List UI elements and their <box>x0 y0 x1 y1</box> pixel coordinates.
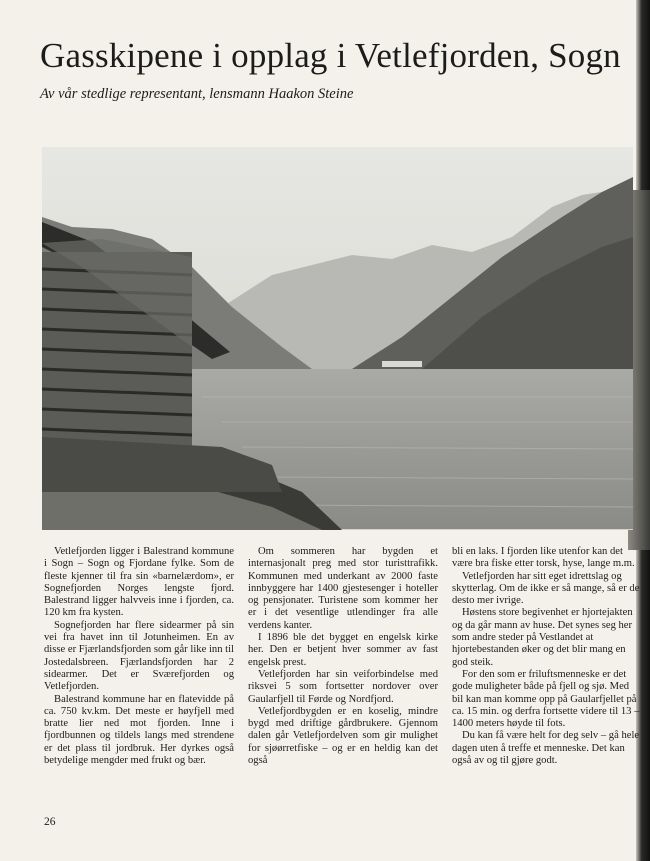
page-number: 26 <box>44 816 56 828</box>
paragraph: Balestrand kommune har en flatevidde på ca. 750 kv.km. Det meste er høyfjell med bratte lier ned mot fjorden. Inne i fjordbunnen og tildels langs med strendene er det plass til jordbruk. Her dyrkes også betydelige mengder med frukt og bær. <box>44 693 234 767</box>
text-column-1 <box>44 546 234 767</box>
paragraph: I 1896 ble det bygget en engelsk kirke her. Den er betjent hver sommer av fast engelsk prest. <box>248 632 438 668</box>
paragraph: Vetlefjordbygden er en koselig, mindre bygd med driftige gårdbrukere. Gjennom dalen går Vetlefjordelven som gir mulighet for sjøørretfiske – og er en heldig kan det også <box>248 705 438 767</box>
paragraph: Du kan få være helt for deg selv – gå hele dagen uten å treffe et menneske. Det kan også av og til gjøre godt. <box>452 730 640 767</box>
text-column-2 <box>248 546 438 767</box>
paragraph: bli en laks. I fjorden like utenfor kan det være bra fiske etter torsk, hyse, lange m.m. <box>452 546 635 570</box>
text-column-3 <box>452 546 640 767</box>
article-title: Gasskipene i opplag i Vetlefjorden, Sogn <box>40 36 621 75</box>
fjord-photo-illustration <box>42 147 633 530</box>
paragraph: Vetlefjorden har sin veiforbindelse med riksvei 5 som fortsetter nordover over Gaularfjell til Førde og Nordfjord. <box>248 668 438 705</box>
article-byline: Av vår stedlige representant, lensmann Haakon Steine <box>40 86 354 102</box>
paragraph: Vetlefjorden har sitt eget idrettslag og skytterlag. Om de ikke er så mange, så er de desto mer ivrige. <box>452 570 640 607</box>
paragraph: For den som er friluftsmenneske er det gode muligheter både på fjell og sjø. Med bil kan man komme opp på Gaularfjellet på ca. 15 min. og derfra fortsette videre til 13 – 1400 meters høyde til fots. <box>452 668 640 730</box>
paragraph: Vetlefjorden ligger i Balestrand kommune i Sogn – Sogn og Fjordane fylke. Som de fleste kjenner til fra sin «barnelærdom», er Sognefjorden Norges lengste fjord. Balestrand ligger halvveis inne i fjorden, ca. 120 km fra kysten. <box>44 546 234 619</box>
paragraph: Høstens store begivenhet er hjortejakten og da går mann av huse. Det synes seg her som andre steder på Vestlandet at hjortebestanden øker og det blir mang en god steik. <box>452 607 633 668</box>
paragraph: Sognefjorden har flere sidearmer på sin vei fra havet inn til Jotunheimen. En av disse er Fjærlandsfjorden som går like inn til Jostedalsbreen. Fjærlandsfjorden har 2 sidearmer. Det er Sværefjorden og Vetlefjorden. <box>44 619 234 693</box>
fjord-photo <box>42 147 633 530</box>
paragraph: Om sommeren har bygden et internasjonalt preg med stor turisttrafikk. Kommunen med underkant av 2000 faste innbyggere har 1400 gjestesenger i hoteller og pensjonater. Turistene som kommer her er i det vesentlige utlendinger fra alle verdens kanter. <box>248 546 438 631</box>
